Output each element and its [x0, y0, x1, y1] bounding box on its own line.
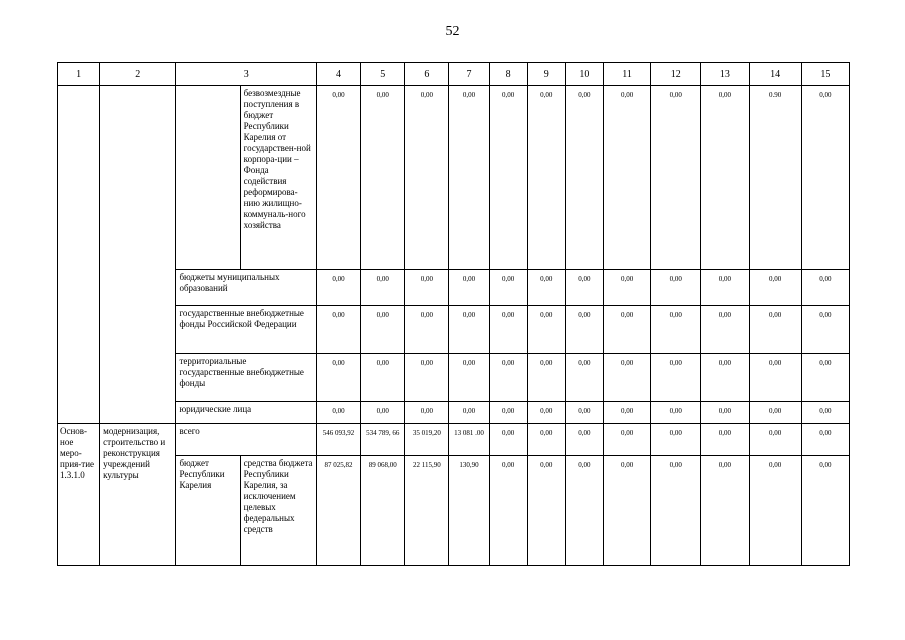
table-cell: 0,00 — [651, 424, 701, 456]
table-cell: 0,00 — [603, 354, 650, 402]
table-cell: 0,00 — [651, 456, 701, 566]
table-cell: 0,00 — [603, 306, 650, 354]
table-cell: 0,00 — [489, 306, 527, 354]
table-cell: 0,00 — [449, 354, 489, 402]
row-label: бюджет Республики Карелия — [176, 456, 240, 566]
table-row — [58, 354, 850, 402]
table-row — [58, 86, 850, 270]
table-cell: 0,00 — [405, 402, 449, 424]
table-row — [58, 270, 850, 306]
column-header: 11 — [603, 63, 650, 86]
empty-cell — [176, 86, 240, 270]
table-cell: 0,00 — [527, 86, 565, 270]
table-cell: 0,00 — [316, 86, 360, 270]
empty-cell — [100, 86, 176, 424]
table-cell: 0,00 — [651, 354, 701, 402]
table-cell: 0,00 — [651, 270, 701, 306]
column-header: 5 — [361, 63, 405, 86]
table-cell: 0,00 — [603, 424, 650, 456]
table-cell: 0,00 — [449, 306, 489, 354]
table-cell: 0,00 — [801, 354, 849, 402]
table-cell: 0,00 — [489, 456, 527, 566]
table-cell: 0,00 — [316, 402, 360, 424]
table-cell: 0,00 — [651, 402, 701, 424]
column-header: 10 — [565, 63, 603, 86]
table-cell: 0,00 — [801, 270, 849, 306]
table-cell: 89 068,00 — [361, 456, 405, 566]
table-cell: 0,00 — [449, 402, 489, 424]
table-cell: 0,00 — [405, 270, 449, 306]
table-cell: 0,00 — [405, 86, 449, 270]
table-cell: 87 025,82 — [316, 456, 360, 566]
table-cell: 0,00 — [749, 424, 801, 456]
table-cell: 0,00 — [361, 86, 405, 270]
table-cell: 0,00 — [701, 354, 749, 402]
table-cell: 0,00 — [565, 456, 603, 566]
table-cell: 0,00 — [749, 456, 801, 566]
table-cell: 0,00 — [801, 306, 849, 354]
column-header: 9 — [527, 63, 565, 86]
table-cell: 0,00 — [801, 424, 849, 456]
row-label: юридические лица — [176, 402, 317, 424]
table-cell: 0,00 — [701, 424, 749, 456]
table-cell: 0,00 — [527, 306, 565, 354]
table-cell: 0,00 — [449, 270, 489, 306]
table-cell: 0,00 — [565, 354, 603, 402]
table-cell: 0,00 — [749, 306, 801, 354]
table-cell: 0,00 — [527, 270, 565, 306]
header-row — [58, 63, 850, 86]
table-cell: 0,00 — [527, 354, 565, 402]
column-header: 4 — [316, 63, 360, 86]
table-cell: 0,00 — [489, 402, 527, 424]
table-cell: 0,00 — [603, 86, 650, 270]
table-row — [58, 456, 850, 566]
activity-code: Основ-ное меро-прия-тие 1.3.1.0 — [58, 424, 100, 566]
table-cell: 0,00 — [565, 424, 603, 456]
row-label: бюджеты муниципальных образований — [176, 270, 317, 306]
table-cell: 0,00 — [565, 86, 603, 270]
column-header: 1 — [58, 63, 100, 86]
activity-name: модернизация, строительство и реконструкция учреждений культуры — [100, 424, 176, 566]
table-cell: 0.90 — [749, 86, 801, 270]
table-cell: 0,00 — [651, 86, 701, 270]
table-cell: 534 789, 66 — [361, 424, 405, 456]
table-cell: 0,00 — [316, 270, 360, 306]
table-cell: 22 115,90 — [405, 456, 449, 566]
table-cell: 0,00 — [801, 402, 849, 424]
table-cell: 0,00 — [316, 354, 360, 402]
table-cell: 0,00 — [361, 306, 405, 354]
table-cell: 0,00 — [701, 270, 749, 306]
budget-table — [57, 62, 850, 566]
table-cell: 0,00 — [701, 456, 749, 566]
row-label: территориальные государственные внебюджетные фонды — [176, 354, 317, 402]
table-cell: 0,00 — [316, 306, 360, 354]
table-cell: 0,00 — [361, 354, 405, 402]
row-label: безвозмездные поступления в бюджет Республики Карелия от государствен-ной корпора-ции – Фонда содействия реформирова-нию жилищно-коммуналь-ного хозяйства — [240, 86, 316, 270]
column-header: 15 — [801, 63, 849, 86]
table-cell: 0,00 — [361, 402, 405, 424]
column-header: 2 — [100, 63, 176, 86]
table-cell: 0,00 — [361, 270, 405, 306]
table-cell: 130,90 — [449, 456, 489, 566]
column-header: 3 — [176, 63, 317, 86]
column-header: 7 — [449, 63, 489, 86]
table-row — [58, 424, 850, 456]
row-label: всего — [176, 424, 317, 456]
empty-cell — [58, 86, 100, 424]
table-cell: 35 019,20 — [405, 424, 449, 456]
column-header: 8 — [489, 63, 527, 86]
row-sublabel: средства бюджета Республики Карелия, за исключением целевых федеральных средств — [240, 456, 316, 566]
row-label: государственные внебюджетные фонды Российской Федерации — [176, 306, 317, 354]
table-cell: 0,00 — [527, 456, 565, 566]
table-cell: 0,00 — [405, 354, 449, 402]
table-cell: 0,00 — [749, 402, 801, 424]
column-header: 6 — [405, 63, 449, 86]
table-cell: 13 081 .00 — [449, 424, 489, 456]
table-cell: 0,00 — [565, 402, 603, 424]
table-cell: 0,00 — [603, 456, 650, 566]
table-cell: 0,00 — [801, 86, 849, 270]
table-cell: 0,00 — [489, 270, 527, 306]
table-cell: 0,00 — [701, 402, 749, 424]
table-row — [58, 402, 850, 424]
table-cell: 0,00 — [603, 402, 650, 424]
table-cell: 0,00 — [489, 86, 527, 270]
table-cell: 0,00 — [405, 306, 449, 354]
table-cell: 0,00 — [565, 306, 603, 354]
table-cell: 0,00 — [527, 424, 565, 456]
column-header: 13 — [701, 63, 749, 86]
column-header: 12 — [651, 63, 701, 86]
table-cell: 0,00 — [449, 86, 489, 270]
table-cell: 546 093,92 — [316, 424, 360, 456]
page-number: 52 — [445, 24, 460, 39]
table-cell: 0,00 — [749, 270, 801, 306]
table-cell: 0,00 — [651, 306, 701, 354]
table-cell: 0,00 — [565, 270, 603, 306]
table-cell: 0,00 — [701, 86, 749, 270]
table-cell: 0,00 — [489, 424, 527, 456]
table-cell: 0,00 — [527, 402, 565, 424]
column-header: 14 — [749, 63, 801, 86]
table-row — [58, 306, 850, 354]
table-cell: 0,00 — [489, 354, 527, 402]
table-cell: 0,00 — [749, 354, 801, 402]
table-cell: 0,00 — [603, 270, 650, 306]
table-cell: 0,00 — [701, 306, 749, 354]
table-cell: 0,00 — [801, 456, 849, 566]
